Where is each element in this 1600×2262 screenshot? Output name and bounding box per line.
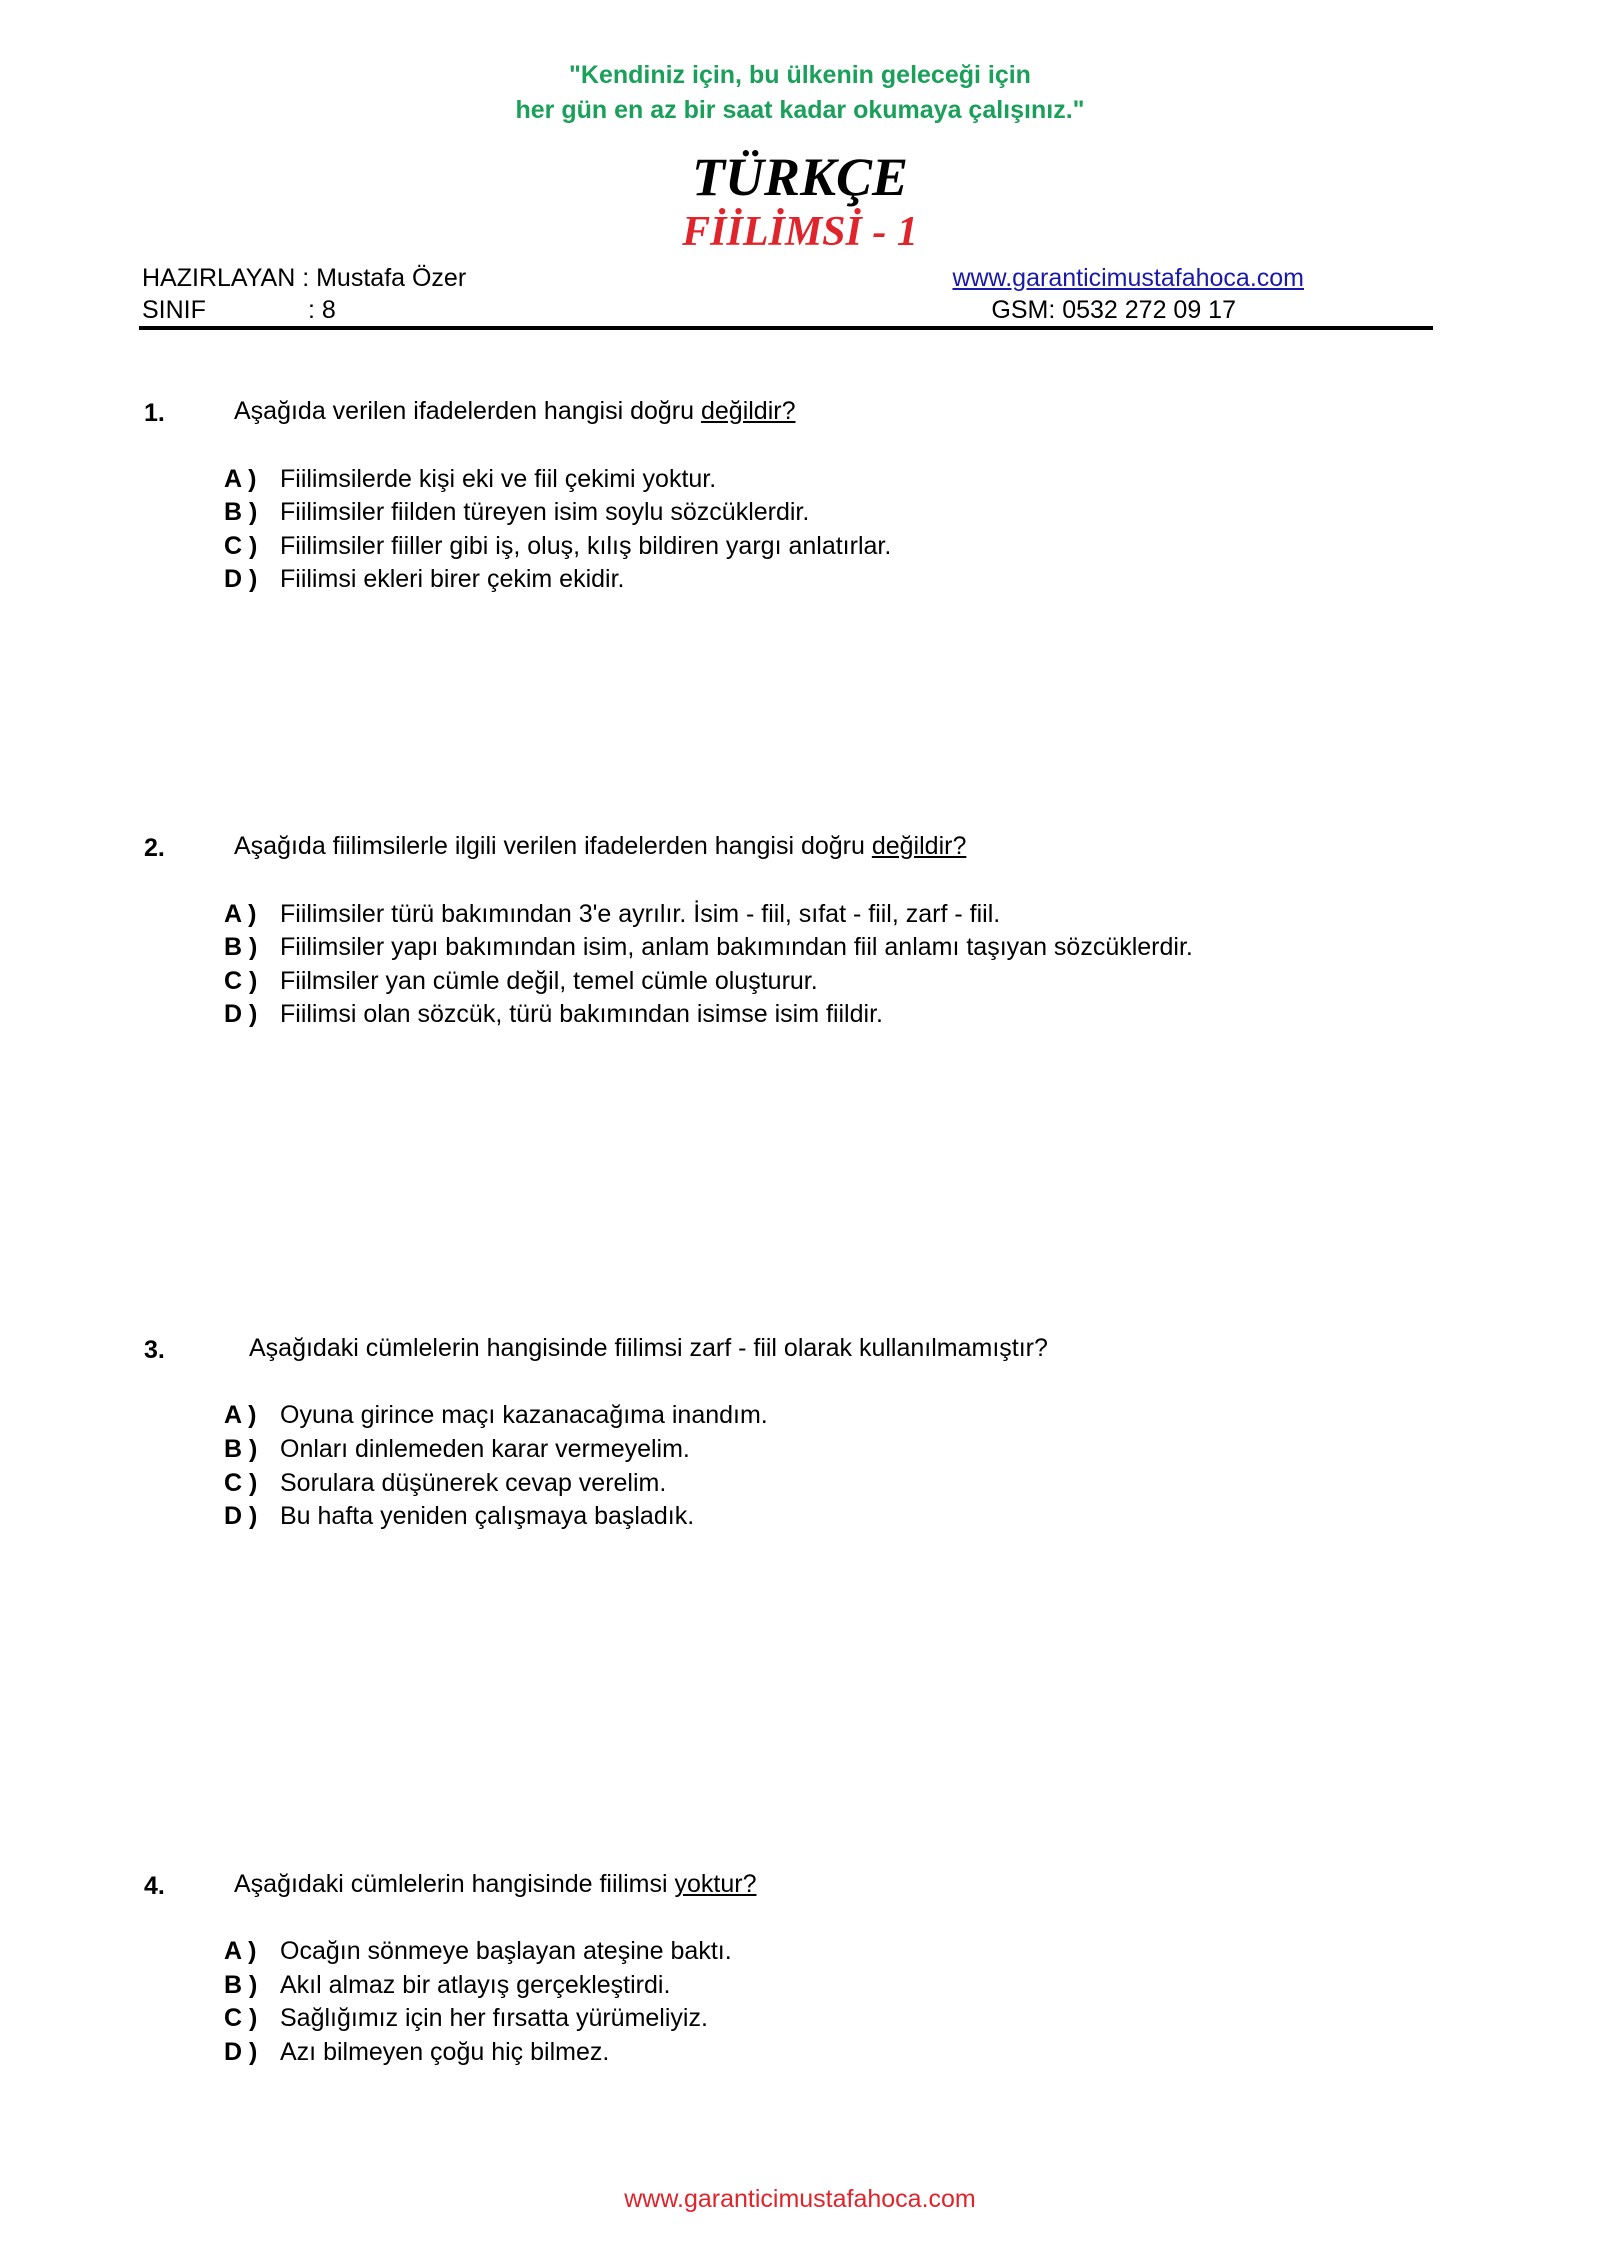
class-value: : 8 [308,296,336,324]
question-emphasis: değildir? [871,832,967,860]
question-number: 1. [144,399,165,427]
question-text: Aşağıda fiilimsilerle ilgili verilen ifadelerden hangisi doğru değildir? [234,832,967,860]
question-emphasis: yoktur? [674,1870,757,1898]
option-d[interactable]: D ) Azı bilmeyen çoğu hiç bilmez. [224,2038,610,2066]
option-d[interactable]: D ) Fiilimsi ekleri birer çekim ekidir. [224,565,625,593]
question-text: Aşağıdaki cümlelerin hangisinde fiilimsi zarf - fiil olarak kullanılmamıştır? [249,1334,1048,1362]
header-divider [139,326,1433,330]
question-text: Aşağıdaki cümlelerin hangisinde fiilimsi yoktur? [234,1870,757,1898]
topic-title: FİİLİMSİ - 1 [682,209,918,255]
option-b[interactable]: B ) Akıl almaz bir atlayış gerçekleştirdi. [224,1971,671,1999]
question-emphasis: değildir? [700,397,796,425]
footer-website[interactable]: www.garanticimustafahoca.com [624,2185,976,2213]
class-label: SINIF [142,296,206,324]
option-d[interactable]: D ) Fiilimsi olan sözcük, türü bakımından isimse isim fiildir. [224,1000,883,1028]
question-number: 2. [144,834,165,862]
subject-title: TÜRKÇE [691,147,909,207]
question-number: 3. [144,1336,165,1364]
author-label: HAZIRLAYAN : Mustafa Özer [142,264,467,292]
option-b[interactable]: B ) Fiilimsiler yapı bakımından isim, anlam bakımından fiil anlamı taşıyan sözcüklerdir. [224,933,1193,961]
question-text: Aşağıda verilen ifadelerden hangisi doğru değildir? [234,397,796,425]
class-info [142,295,336,325]
option-a[interactable]: A ) Ocağın sönmeye başlayan ateşine baktı. [224,1937,732,1965]
motto-line-2: her gün en az bir saat kadar okumaya çalışınız." [515,96,1085,124]
option-c[interactable]: C ) Sağlığımız için her fırsatta yürümeliyiz. [224,2004,708,2032]
option-d[interactable]: D ) Bu hafta yeniden çalışmaya başladık. [224,1502,695,1530]
option-c[interactable]: C ) Fiilimsiler fiiller gibi iş, oluş, kılış bildiren yargı anlatırlar. [224,532,892,560]
option-a[interactable]: A ) Oyuna girince maçı kazanacağıma inandım. [224,1401,768,1429]
option-a[interactable]: A ) Fiilimsiler türü bakımından 3'e ayrılır. İsim - fiil, sıfat - fiil, zarf - fiil. [224,900,1001,928]
motto-line-1: "Kendiniz için, bu ülkenin geleceği için [569,61,1031,89]
phone-number: GSM: 0532 272 09 17 [991,296,1236,324]
option-c[interactable]: C ) Fiilmsiler yan cümle değil, temel cümle oluşturur. [224,967,818,995]
option-c[interactable]: C ) Sorulara düşünerek cevap verelim. [224,1469,667,1497]
option-a[interactable]: A ) Fiilimsilerde kişi eki ve fiil çekimi yoktur. [224,465,717,493]
website-link[interactable]: www.garanticimustafahoca.com [952,264,1304,292]
option-b[interactable]: B ) Fiilimsiler fiilden türeyen isim soylu sözcüklerdir. [224,498,810,526]
option-b[interactable]: B ) Onları dinlemeden karar vermeyelim. [224,1435,690,1463]
question-number: 4. [144,1872,165,1900]
